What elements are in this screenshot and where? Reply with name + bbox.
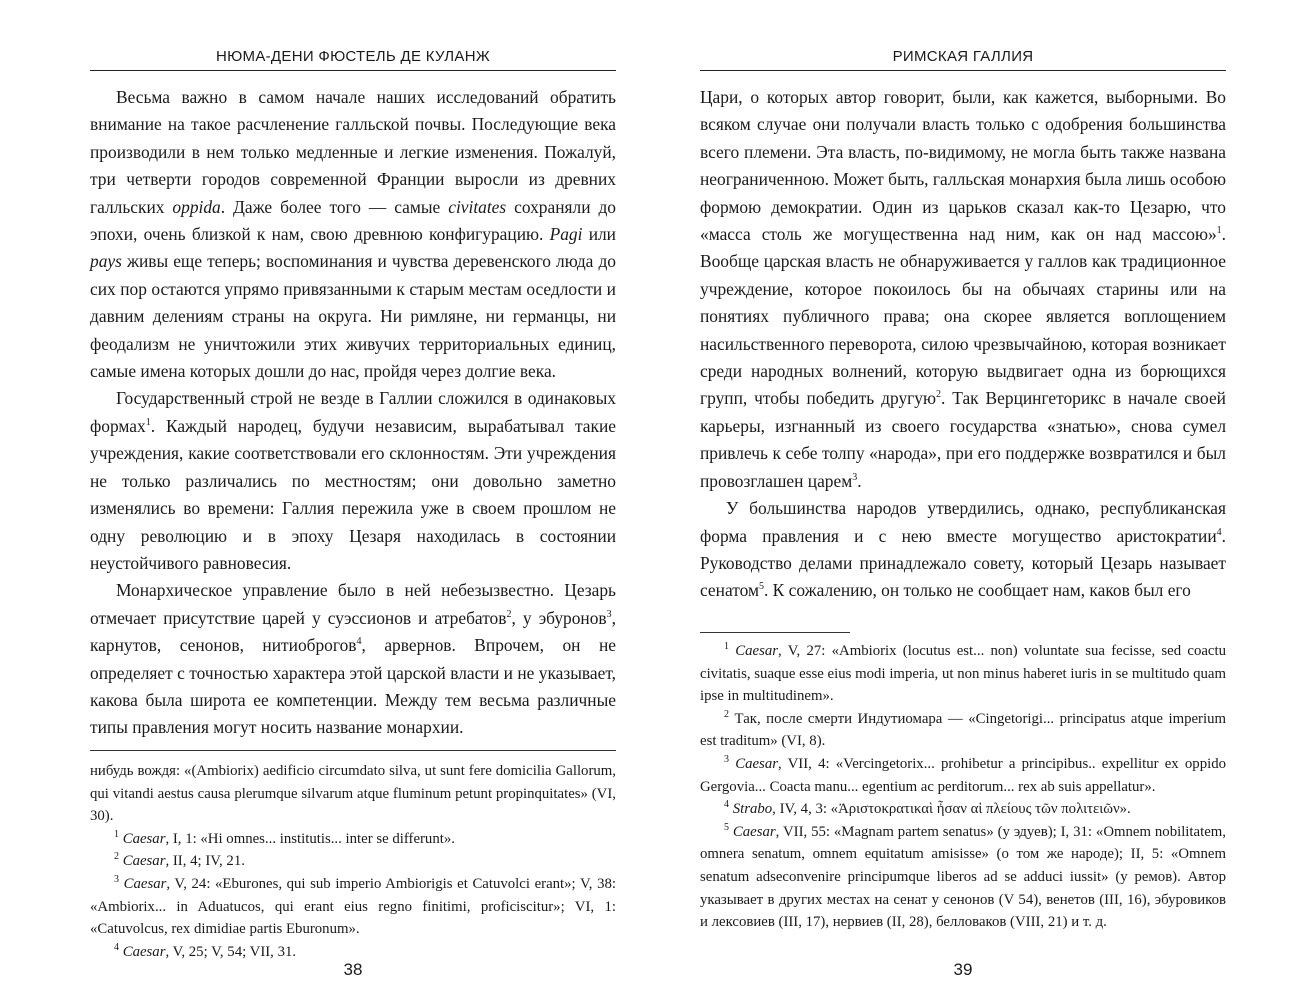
text-run: , V, 24: «Eburones, qui sub imperio Ambiorigis et Catuvolci erant»; V, 38: «Ambiorix... in Aduatucos, qui erant eius regno finitimi, proficiscitur»; VI, 1: «Catuvolcus, rex dimidiae partis Eburonum». [90,875,617,938]
footnote-ref: 4 [356,636,362,648]
paragraph [90,385,616,577]
text-run: , VII, 4: «Vercingetorix... prohibetur a principibus.. expellitur ex oppido Gergovia... Coacta manu... egentium ac perditorum... rex ab suis appellatur». [700,755,1226,795]
text-run: Монархическое управление было в ней небезызвестно. Цезарь отмечает присутствие царей у суэссионов и атребатов [90,580,616,628]
text-run: . К сожалению, он только не сообщает нам, каков был его [763,580,1191,601]
footnote-ref: 1 [114,828,119,840]
text-run: , I, 1: «Hi omnes... institutis... inter se differunt». [165,830,455,847]
italic-text: Pagi [549,224,583,245]
footnote [90,873,616,941]
text-run: нибудь вождя: «(Ambiorix) aedificio circumdato silva, ut sunt fere domicilia Gallorum, qui vitandi aestus causa plerumque silvarum atque fluminum petunt propinquitates» (VI, 30). [90,763,616,825]
body-text [700,84,1226,605]
italic-text: oppida [172,196,221,217]
footnote [700,798,1226,821]
text-run: , VII, 55: «Magnam partem senatus» (у эдуев); I, 31: «Omnem nobilitatem, omnera senatum, omnem equitatum amisisse» (о том же народе); II, 5: «Omnem senatum adseconvenire principumque liberos ad se adduci iussit» (у ремов). Автор указывает в других местах на сенат у сенонов (V 54), венетов (III, 16), эбуровиков и лексовиев (III, 17), нервиев (II, 28), белловаков (VIII, 21) и т. д. [700,823,1226,931]
running-head: НЮМА-ДЕНИ ФЮСТЕЛЬ ДЕ КУЛАНЖ [215,48,491,65]
footnotes [90,760,616,963]
italic-text: Caesar [122,853,166,870]
paragraph [90,84,616,385]
page-number: 39 [953,960,973,979]
text-run: , II, 4; IV, 21. [165,853,245,870]
italic-text: Caesar [735,755,778,772]
text-run: сохраняли до эпохи, очень близкой к нам, свою древнюю конфигурацию. [90,196,616,245]
footnote-ref: 1 [724,641,729,653]
text-run: . Так Верцингеторикс в начале своей карьеры, изгнанный из своего государства «знатью», снова сумел привлечь к себе толпу «народа», при его поддержке возвратился и был провозглашен царем [700,388,1226,491]
text-run: . Каждый народец, будучи независим, вырабатывал такие учреждения, какие соответствовали его склонностям. Эти учреждения не только различались по местностям; они довольно заметно изменялись во времени: Галлия пережила уже в своем прошлом не одну революцию и в эпоху Цезаря находилась в состоянии неустойчивого равновесия. [90,415,616,573]
footnote [700,753,1226,798]
text-run: . Даже более того — самые [220,196,449,217]
text-run: . Руководство делами принадлежало совету, который Цезарь называет сенатом [700,525,1226,601]
footnote-rule [90,750,616,751]
footnote-ref: 3 [114,874,119,886]
header-rule [700,70,1226,71]
text-run: , арвернов. Впрочем, он не определяет с точностью характера этой царской власти и не указывает, какова была широта ее компетенции. Между тем весьма различные типы правления могут носить название монархии. [90,635,616,738]
paragraph [700,495,1226,605]
text-run: . Вообще царская власть не обнаруживается у галлов как традиционное учреждение, которое покоилось бы на обычаях старины или на понятиях публичного права; она скорее является воплощением насильственного переворота, силою чрезвычайною, которая возникает среди народных волнений, которую выдвигает одна из борющихся групп, чтобы победить другую [700,224,1226,409]
footnote-ref: 4 [1216,526,1222,538]
text-run: живы еще теперь; воспоминания и чувства деревенского люда до сих пор остаются упрямо привязанными к старым местам оседлости и давним делениям страны на округа. Ни римляне, ни германцы, ни феодализм не уничтожили этих живучих территориальных единиц, самые имена которых дошли до нас, пройдя через долгие века. [90,251,616,382]
italic-text: Strabo [732,801,773,818]
running-head: РИМСКАЯ ГАЛЛИЯ [892,48,1034,65]
text-run: У большинства народов утвердились, однако, республиканская форма правления и с нею вместе могущество аристократии [700,498,1226,546]
italic-text: Caesar [122,943,166,960]
paragraph [90,577,616,741]
footnote-ref: 2 [114,851,119,863]
text-run: Государственный строй не везде в Галлии сложился в одинаковых формах [90,388,616,436]
text-run: , у эбуронов [511,607,607,628]
text-run: . [857,470,862,491]
left-page [90,0,616,1000]
footnote [90,760,616,828]
footnote [90,828,616,851]
body-text [90,84,616,742]
text-run: , карнутов, сенонов, нитиоброгов [90,607,616,656]
footnote-rule [700,632,850,633]
footnote-ref: 2 [724,708,729,720]
footnotes [700,640,1226,934]
italic-text: Caesar [123,875,167,892]
text-run: Цари, о которых автор говорит, были, как кажется, выборными. Во всяком случае они получали власть только с одобрения большинства всего племени. Эта власть, по-видимому, не могла быть также названа неограниченною. Может быть, галльская монархия была лишь особою формою демократии. Один из царьков сказал как-то Цезарю, что «масса столь же могущественна над ним, как он над массою» [700,87,1226,245]
italic-text: civitates [448,196,507,217]
text-run: , V, 27: «Ambiorix (locutus est... non) voluntate sua fecisse, sed coactu civitatis, suaque esse eius modi imperia, ut non minus haberet iuris in se multitudo quam ipse in multitudinem». [700,643,1227,705]
footnote-ref: 1 [1216,225,1222,237]
footnote [700,640,1226,708]
text-run: Весьма важно в самом начале наших исследований обратить внимание на такое расчленение галльской почвы. Последующие века производили в нем только медленные и легкие изменения. Пожалуй, три четверти городов современной Франции выросли из древних галльских [90,87,616,217]
footnote-ref: 4 [114,941,119,953]
right-page [700,0,1226,1000]
footnote-ref: 3 [606,608,612,620]
footnote-ref: 1 [145,417,151,429]
italic-text: Caesar [735,643,779,659]
italic-text: pays [90,251,122,272]
footnote [700,708,1226,753]
italic-text: Caesar [732,823,776,840]
text-run: или [582,224,616,245]
footnote-ref: 2 [506,608,512,620]
footnote-ref: 3 [852,471,858,483]
footnote [90,850,616,873]
page-number: 38 [343,960,363,979]
footnote-ref: 2 [936,389,941,401]
text-run: Так, после смерти Индутиомара — «Cingetorigi... principatus atque imperium est traditum» (VI, 8). [700,710,1226,750]
paragraph [700,84,1226,495]
footnote [700,821,1226,934]
footnote-ref: 5 [758,581,764,593]
footnote-ref: 3 [724,754,729,766]
header-rule [90,70,616,71]
footnote-ref: 4 [724,799,729,811]
text-run: , V, 25; V, 54; VII, 31. [165,943,297,960]
text-run: , IV, 4, 3: «Ἀριστοκρατικαὶ ἦσαν αἱ πλείους τῶν πολιτειῶν». [772,801,1131,818]
italic-text: Caesar [122,830,166,847]
footnote-ref: 5 [724,821,729,833]
